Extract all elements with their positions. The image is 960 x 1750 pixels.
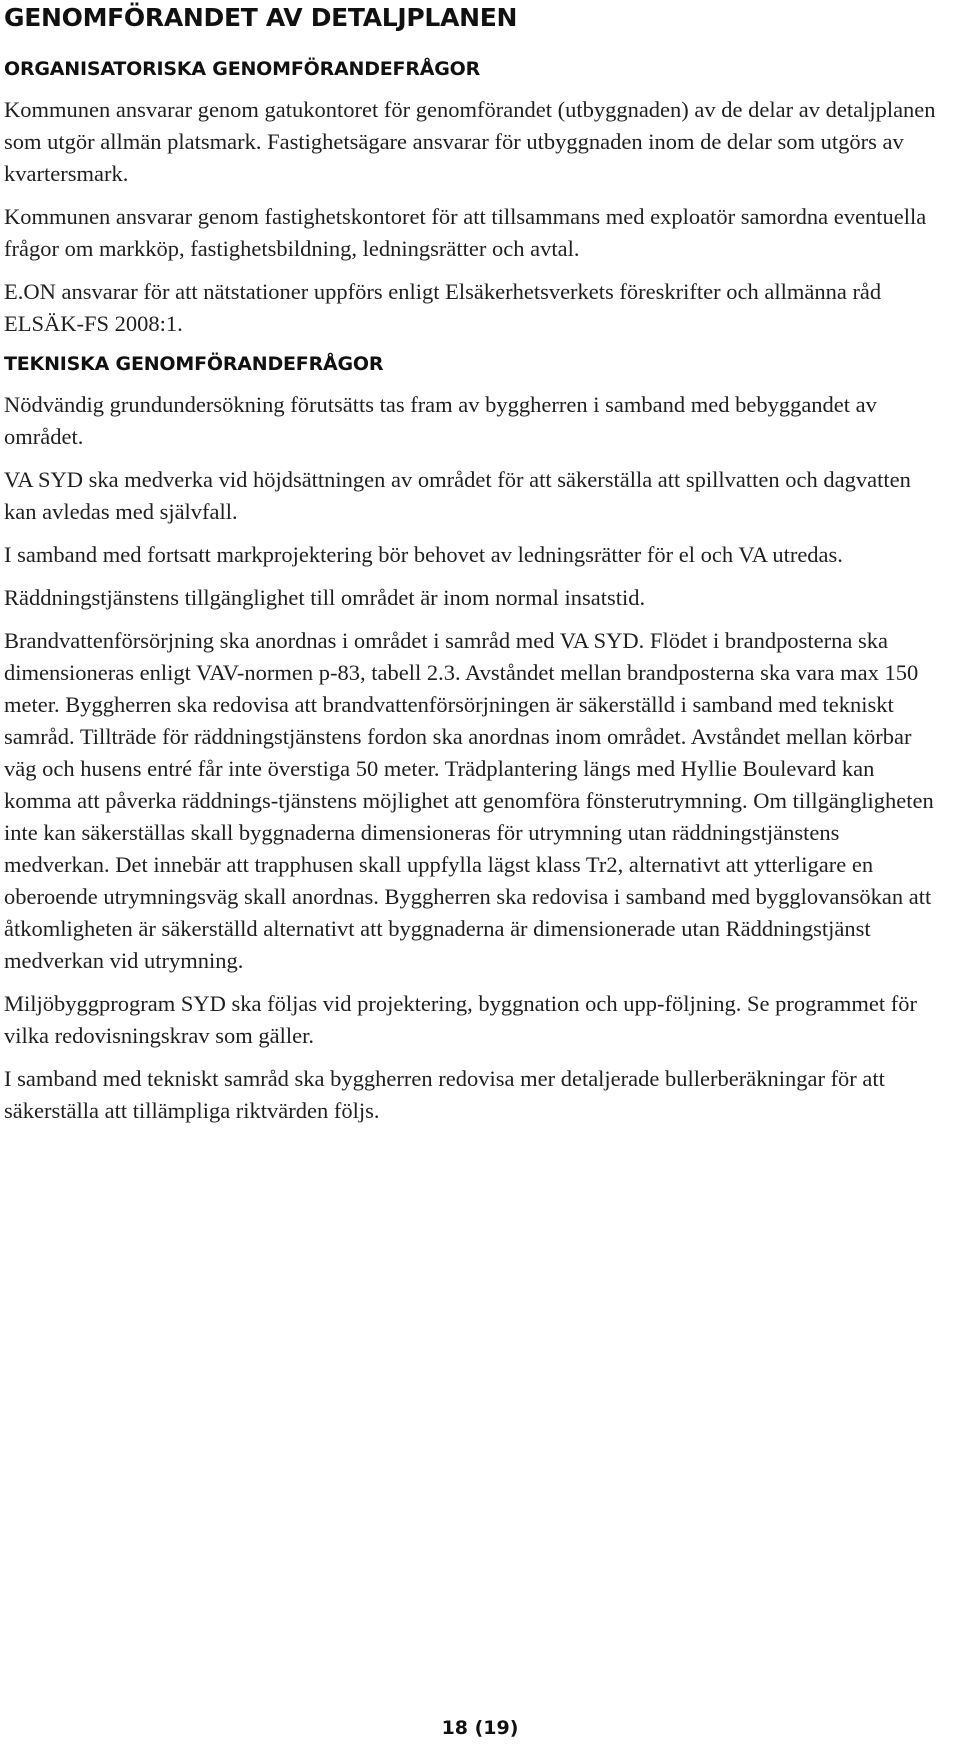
page-title: GENOMFÖRANDET AV DETALJPLANEN xyxy=(4,3,518,32)
paragraph: VA SYD ska medverka vid höjdsättningen av området för att säkerställa att spillvatten och dagvatten kan avledas med självfall. xyxy=(4,467,911,524)
paragraph: Miljöbyggprogram SYD ska följas vid projektering, byggnation och upp-följning. Se programmet för vilka redovisningskrav som gäller. xyxy=(4,991,917,1048)
paragraph: I samband med fortsatt markprojektering bör behovet av ledningsrätter för el och VA utredas. xyxy=(4,542,843,567)
paragraph: I samband med tekniskt samråd ska byggherren redovisa mer detaljerade bullerberäkningar för att säkerställa att tillämpliga riktvärden följs. xyxy=(4,1066,885,1123)
page-number: 18 (19) xyxy=(441,1717,519,1739)
paragraph: Kommunen ansvarar genom fastighetskontoret för att tillsammans med exploatör samordna eventuella frågor om markköp, fastighetsbildning, ledningsrätter och avtal. xyxy=(4,204,927,261)
paragraph: Kommunen ansvarar genom gatukontoret för genomförandet (utbyggnaden) av de delar av detaljplanen som utgör allmän platsmark. Fastighetsägare ansvarar för utbyggnaden inom de delar som utgörs av kvartersmark. xyxy=(4,97,936,186)
paragraph: Räddningstjänstens tillgänglighet till området är inom normal insatstid. xyxy=(4,585,646,610)
section-heading: ORGANISATORISKA GENOMFÖRANDEFRÅGOR xyxy=(4,58,481,80)
paragraph: E.ON ansvarar för att nätstationer uppförs enligt Elsäkerhetsverkets föreskrifter och allmänna råd ELSÄK-FS 2008:1. xyxy=(4,279,882,336)
section-tekniska xyxy=(4,351,946,1127)
paragraph: Nödvändig grundundersökning förutsätts tas fram av byggherren i samband med bebyggandet av området. xyxy=(4,392,877,449)
paragraph: Brandvattenförsörjning ska anordnas i området i samråd med VA SYD. Flödet i brandposterna ska dimensioneras enligt VAV-normen p-83, tabell 2.3. Avståndet mellan brandposterna ska vara max 150 meter. Byggherren ska redovisa att brandvattenförsörjningen är säkerställd i samband med tekniskt samråd. Tillträde för räddningstjänstens fordon ska anordnas inom området. Avståndet mellan körbar väg och husens entré får inte överstiga 50 meter. Trädplantering längs med Hyllie Boulevard kan komma att påverka räddnings-tjänstens möjlighet att genomföra fönsterutrymning. Om tillgängligheten inte kan säkerställas skall byggnaderna dimensioneras för utrymning utan räddningstjänstens medverkan. Det innebär att trapphusen skall uppfylla lägst klass Tr2, alternativt att ytterligare en oberoende utrymningsväg skall anordnas. Byggherren ska redovisa i samband med bygglovansökan att åtkomligheten är säkerställd alternativt att byggnaderna är dimensionerade utan Räddningstjänst medverkan vid utrymning. xyxy=(4,628,934,973)
section-heading: TEKNISKA GENOMFÖRANDEFRÅGOR xyxy=(4,353,384,375)
section-organisatoriska xyxy=(4,56,946,340)
